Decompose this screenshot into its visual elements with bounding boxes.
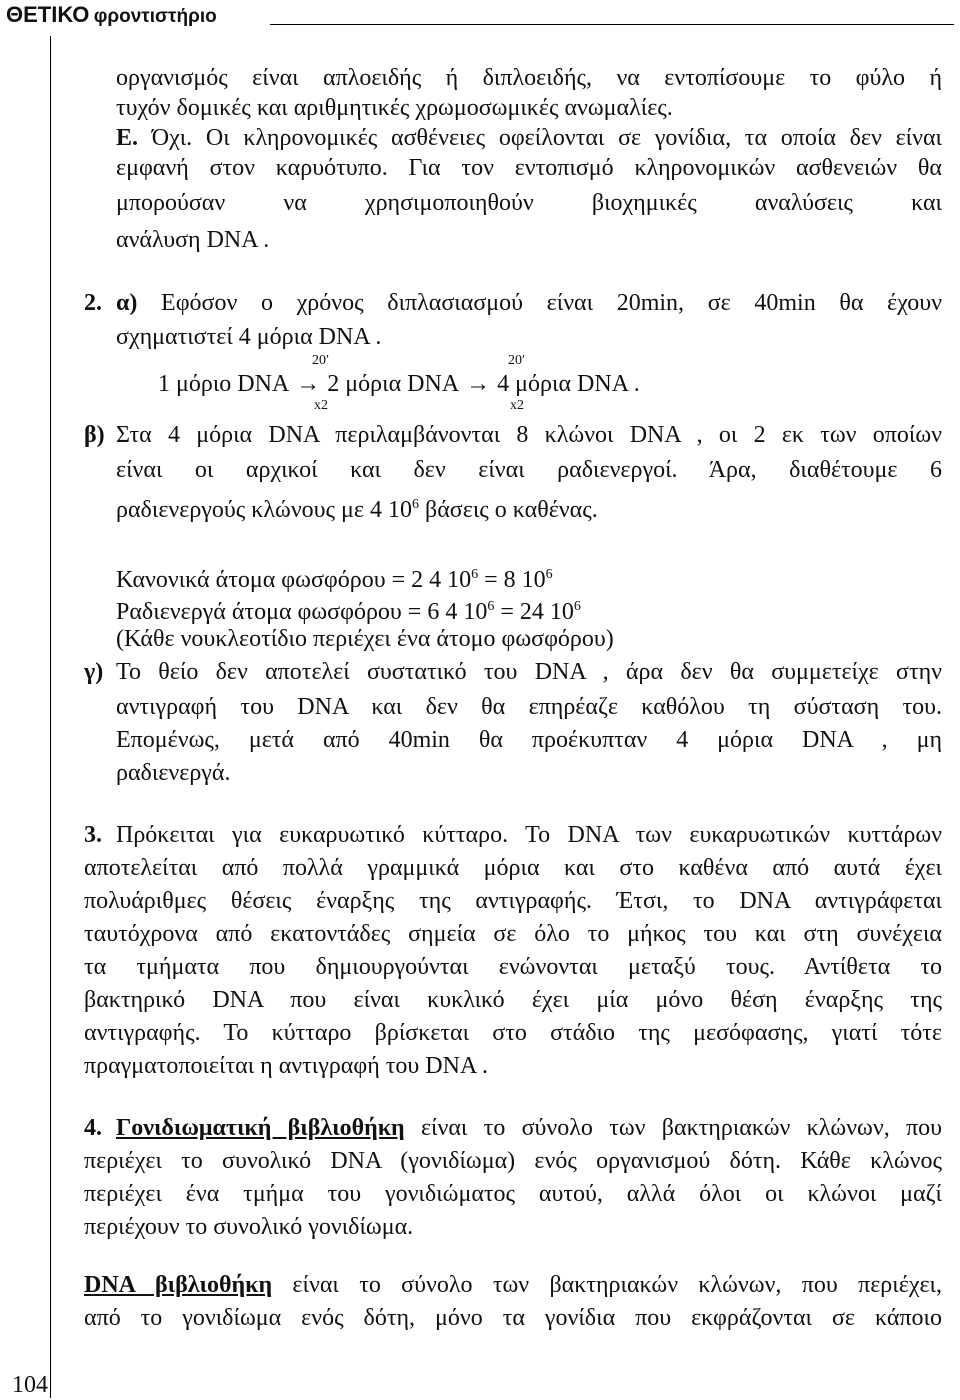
equation-term: 1 μόριο DNA (158, 371, 290, 397)
question-number: 4. (84, 1115, 102, 1141)
text-span: Κανονικά άτομα φωσφόρου = 2 4 10 (116, 567, 472, 593)
text-span: βάσεις ο καθένας. (419, 497, 598, 523)
equation-line (158, 369, 758, 399)
equation-term: 2 μόρια DNA (327, 371, 460, 397)
text-line: ανάλυση DNA . (116, 227, 270, 253)
text-line: εμφανή στον καρυότυπο. Για τον εντοπισμό κληρονομικών ασθενειών θα (116, 155, 942, 181)
text-line (116, 1113, 942, 1143)
text-line: αντιγραφή του DNA και δεν θα επηρέαζε καθόλου τη σύσταση του. (116, 694, 942, 720)
text-line: αποτελείται από πολλά γραμμικά μόρια και στο καθένα από αυτά έχει (84, 855, 942, 881)
text-line: Επομένως, μετά από 40min θα προέκυπταν 4 μόρια DNA , μη (116, 727, 942, 753)
text-line: Το θείο δεν αποτελεί συστατικό του DNA , άρα δεν θα συμμετείχε στην (116, 659, 942, 685)
exponent: 6 (471, 567, 479, 582)
text-span: Ραδιενεργά άτομα φωσφόρου = 6 4 10 (116, 599, 488, 625)
question-number: 2. (84, 290, 102, 316)
text-line: ταυτόχρονα από εκατοντάδες σημεία σε όλο το μήκος του και στη συνέχεια (84, 921, 942, 947)
text-line (116, 490, 942, 525)
text-line: (Κάθε νουκλεοτίδιο περιέχει ένα άτομο φωσφόρου) (116, 626, 614, 652)
exponent: 6 (573, 599, 581, 614)
equation-factor-label: x2 (314, 398, 328, 413)
page-number: 104 (12, 1372, 48, 1398)
exponent: 6 (545, 567, 553, 582)
question-number: 3. (84, 822, 102, 848)
text-line: βακτηρικό DNA που είναι κυκλικό έχει μία μόνο θέση έναρξης της (84, 987, 942, 1013)
text-line: πολυάριθμες θέσεις έναρξης της αντιγραφής. Έτσι, το DNA αντιγράφεται (84, 888, 942, 914)
header-rule (270, 24, 954, 25)
text-span: = 24 10 (494, 599, 574, 625)
text-line: τα τμήματα που δημιουργούνται ενώνονται μεταξύ τους. Αντίθετα το (84, 954, 942, 980)
calculation-line (116, 560, 942, 595)
arrow-icon: → (296, 371, 321, 397)
item-label: Ε. (116, 125, 139, 151)
item-label: β) (84, 422, 105, 448)
exponent: 6 (487, 599, 495, 614)
arrow-icon: → (466, 371, 491, 397)
exponent: 6 (412, 497, 420, 512)
page-header (6, 2, 954, 32)
text-span: ραδιενεργούς κλώνους με 4 10 (116, 497, 413, 523)
equation-time-label: 20′ (508, 353, 526, 368)
text-line: περιέχει το συνολικό DNA (γονιδίωμα) ενός οργανισμού δότη. Κάθε κλώνος (84, 1148, 942, 1174)
text-line (116, 123, 942, 153)
equation-time-label: 20′ (312, 353, 330, 368)
text-line: σχηματιστεί 4 μόρια DNA . (116, 324, 382, 350)
text-line (84, 1270, 942, 1300)
text-line: αντιγραφής. Το κύτταρο βρίσκεται στο στάδιο της μεσόφασης, γιατί τότε (84, 1020, 942, 1046)
text-span: = 8 10 (478, 567, 546, 593)
text-line (116, 288, 942, 318)
equation-factor-label: x2 (510, 398, 524, 413)
text-line: ραδιενεργά. (116, 760, 231, 786)
text-line: από το γονιδίωμα ενός δότη, μόνο τα γονίδια που εκφράζονται σε κάποιο (84, 1305, 942, 1331)
equation-term: 4 μόρια DNA . (497, 371, 640, 397)
text-span: Εφόσον ο χρόνος διπλασιασμού είναι 20min, σε 40min θα έχουν (137, 290, 942, 316)
calculation-line (116, 592, 942, 627)
text-line: περιέχει ένα τμήμα του γονιδιώματος αυτού, αλλά όλοι οι κλώνοι μαζί (84, 1181, 942, 1207)
text-line: Στα 4 μόρια DNA περιλαμβάνονται 8 κλώνοι DNA , οι 2 εκ των οποίων (116, 422, 942, 448)
text-line: είναι οι αρχικοί και δεν είναι ραδιενεργοί. Άρα, διαθέτουμε 6 (116, 457, 942, 483)
left-margin-rule (50, 36, 51, 1398)
term-underlined: DNA βιβλιοθήκη (84, 1272, 273, 1298)
brand-name: ΘΕΤΙΚΟ (6, 2, 90, 27)
text-span: είναι το σύνολο των βακτηριακών κλώνων, που (404, 1115, 942, 1141)
item-label: γ) (84, 659, 104, 685)
term-underlined: Γονιδιωματική βιβλιοθήκη (116, 1115, 405, 1141)
text-line: Πρόκειται για ευκαρυωτικό κύτταρο. Το DNA των ευκαρυωτικών κυττάρων (116, 822, 942, 848)
text-line: περιέχουν το συνολικό γονιδίωμα. (84, 1214, 414, 1240)
text-line: πραγματοποιείται η αντιγραφή του DNA . (84, 1053, 488, 1079)
text-line: τυχόν δομικές και αριθμητικές χρωμοσωμικές ανωμαλίες. (116, 95, 673, 121)
text-line: οργανισμός είναι απλοειδής ή διπλοειδής, να εντοπίσουμε το φύλο ή (116, 65, 942, 91)
text-span: είναι το σύνολο των βακτηριακών κλώνων, που περιέχει, (272, 1272, 943, 1298)
item-label: α) (116, 290, 138, 316)
text-line: μπορούσαν να χρησιμοποιηθούν βιοχημικές αναλύσεις και (116, 190, 942, 216)
text-span: Όχι. Οι κληρονομικές ασθένειες οφείλονται σε γονίδια, τα οποία δεν είναι (138, 125, 942, 151)
brand-subtitle: φροντιστήριο (93, 6, 217, 27)
